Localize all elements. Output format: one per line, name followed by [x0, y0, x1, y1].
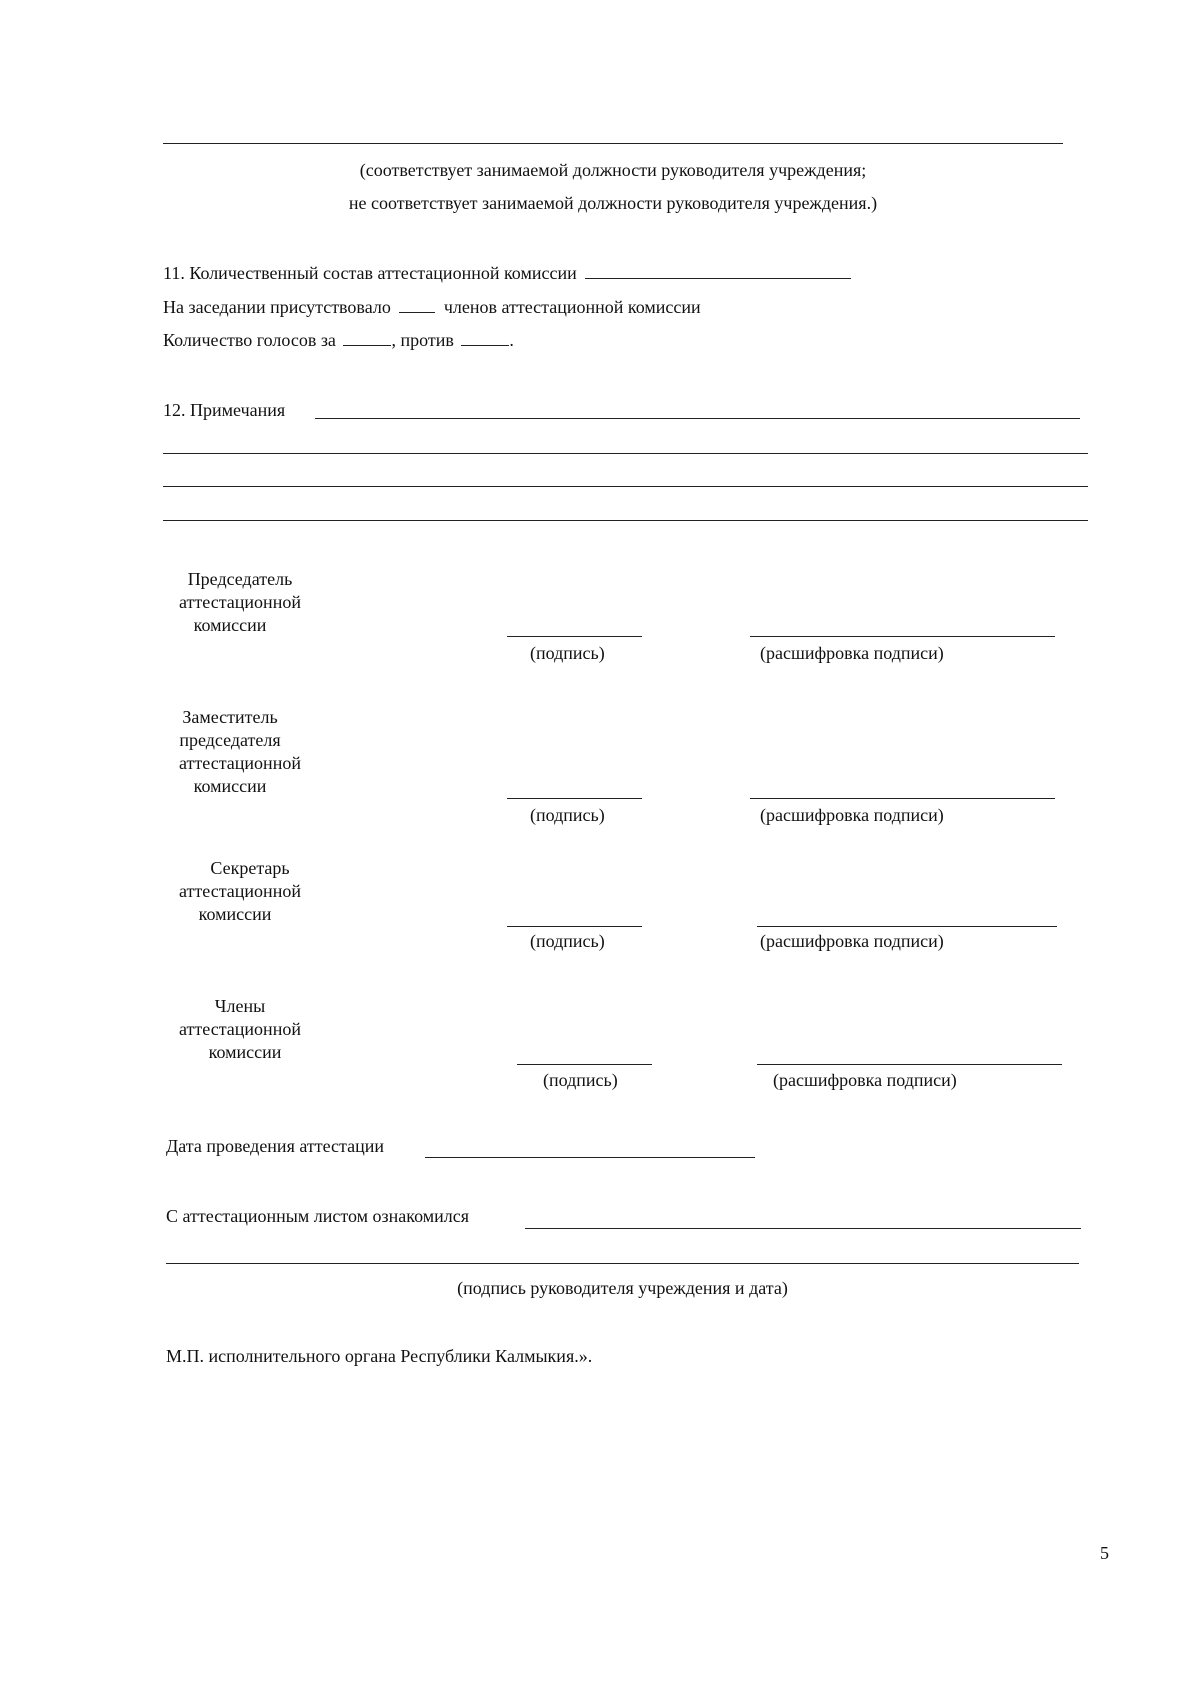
- votes-against-field[interactable]: [461, 331, 509, 346]
- acquainted-field-line-2[interactable]: [166, 1263, 1079, 1264]
- chairman-signature-label: (подпись): [530, 643, 605, 663]
- notes-line-1[interactable]: [315, 418, 1080, 419]
- stamp-note: М.П. исполнительного органа Республики Калмыкия.».: [166, 1346, 593, 1366]
- item11-present-count: На заседании присутствовало членов аттестационной комиссии: [163, 297, 701, 317]
- acquainted-label: С аттестационным листом ознакомился: [166, 1206, 470, 1226]
- date-label: Дата проведения аттестации: [166, 1136, 385, 1156]
- chairman-decode-label: (расшифровка подписи): [760, 643, 944, 663]
- members-decode-line[interactable]: [757, 1064, 1062, 1065]
- chairman-role: Председатель аттестационной комиссии: [179, 569, 301, 635]
- present-count-field[interactable]: [399, 298, 435, 313]
- notes-line-3[interactable]: [163, 486, 1088, 487]
- notes-line-4[interactable]: [163, 520, 1088, 521]
- decision-hint-line-1: (соответствует занимаемой должности руководителя учреждения;: [359, 160, 867, 180]
- deputy-decode-line[interactable]: [750, 798, 1055, 799]
- members-role: Члены аттестационной комиссии: [179, 996, 301, 1062]
- decision-input-line[interactable]: [163, 143, 1063, 144]
- votes-for-field[interactable]: [343, 331, 391, 346]
- members-signature-line[interactable]: [517, 1064, 652, 1065]
- acquainted-field-line[interactable]: [525, 1228, 1081, 1229]
- members-signature-label: (подпись): [543, 1070, 618, 1090]
- item12-notes-label: 12. Примечания: [163, 400, 286, 420]
- acquainted-hint: (подпись руководителя учреждения и дата): [457, 1278, 788, 1298]
- secretary-decode-line[interactable]: [757, 926, 1057, 927]
- secretary-signature-line[interactable]: [507, 926, 642, 927]
- item11-votes: Количество голосов за , против .: [163, 330, 514, 350]
- deputy-decode-label: (расшифровка подписи): [760, 805, 944, 825]
- secretary-role: Секретарь аттестационной комиссии: [179, 858, 301, 924]
- notes-line-2[interactable]: [163, 453, 1088, 454]
- chairman-decode-line[interactable]: [750, 636, 1055, 637]
- decision-hint-line-2: не соответствует занимаемой должности руководителя учреждения.): [348, 193, 878, 213]
- secretary-decode-label: (расшифровка подписи): [760, 931, 944, 951]
- chairman-signature-line[interactable]: [507, 636, 642, 637]
- date-field-line[interactable]: [425, 1157, 755, 1158]
- secretary-signature-label: (подпись): [530, 931, 605, 951]
- item11-commission-size: 11. Количественный состав аттестационной комиссии: [163, 262, 851, 284]
- commission-size-field[interactable]: [585, 264, 851, 279]
- deputy-signature-line[interactable]: [507, 798, 642, 799]
- page-number: 5: [1100, 1543, 1109, 1563]
- deputy-role: Заместитель председателя аттестационной комиссии: [179, 707, 301, 796]
- deputy-signature-label: (подпись): [530, 805, 605, 825]
- members-decode-label: (расшифровка подписи): [773, 1070, 957, 1090]
